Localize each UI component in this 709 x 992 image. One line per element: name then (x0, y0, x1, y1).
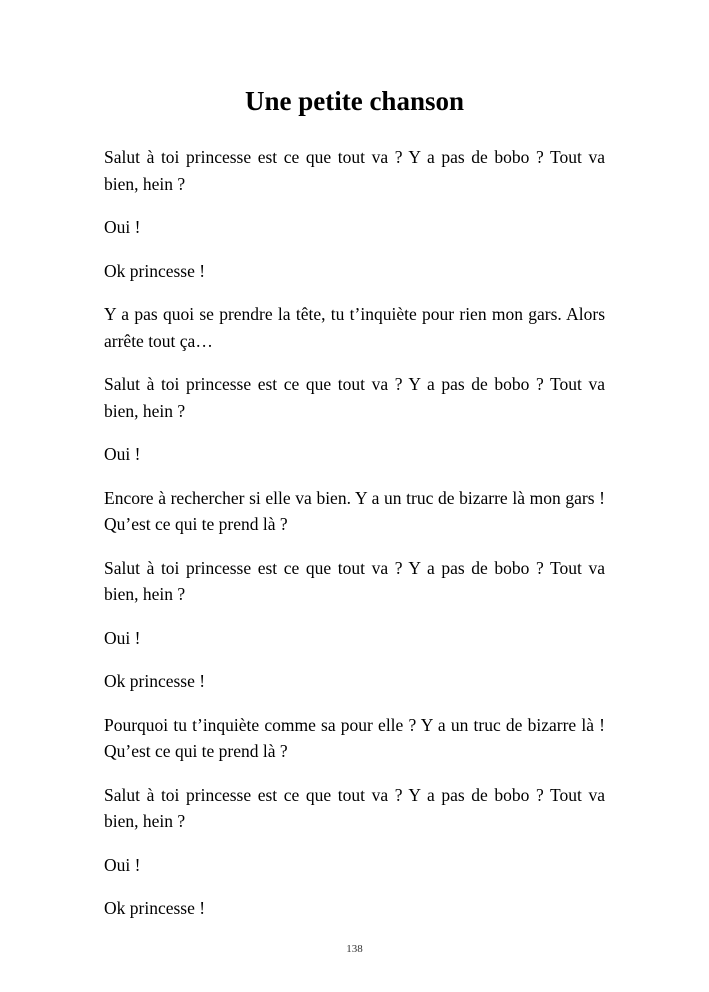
lyrics-paragraph: Oui ! (104, 627, 141, 648)
lyrics-paragraph: Salut à toi princesse est ce que tout va ? Y a pas de bobo ? Tout va bien, hein ? (104, 147, 605, 194)
lyrics-paragraph: Ok princesse ! (104, 260, 206, 281)
lyrics-paragraph: Salut à toi princesse est ce que tout va ? Y a pas de bobo ? Tout va bien, hein ? (104, 784, 605, 831)
lyrics-paragraph: Encore à rechercher si elle va bien. Y a un truc de bizarre là mon gars ! Qu’est ce qui te prend là ? (104, 487, 605, 534)
lyrics-body (104, 144, 605, 939)
lyrics-paragraph: Pourquoi tu t’inquiète comme sa pour elle ? Y a un truc de bizarre là ! Qu’est ce qui te prend là ? (104, 714, 605, 761)
lyrics-paragraph: Ok princesse ! (104, 898, 206, 918)
lyrics-paragraph: Oui ! (104, 854, 141, 875)
lyrics-paragraph: Oui ! (104, 444, 141, 464)
lyrics-paragraph: Y a pas quoi se prendre la tête, tu t’inquiète pour rien mon gars. Alors arrête tout ça… (104, 304, 605, 351)
lyrics-paragraph: Ok princesse ! (104, 671, 206, 691)
lyrics-paragraph: Salut à toi princesse est ce que tout va ? Y a pas de bobo ? Tout va bien, hein ? (104, 557, 605, 604)
page-number: 138 (346, 943, 363, 955)
lyrics-paragraph: Salut à toi princesse est ce que tout va ? Y a pas de bobo ? Tout va bien, hein ? (104, 374, 605, 421)
page-title: Une petite chanson (244, 86, 464, 116)
lyrics-paragraph: Oui ! (104, 217, 141, 237)
